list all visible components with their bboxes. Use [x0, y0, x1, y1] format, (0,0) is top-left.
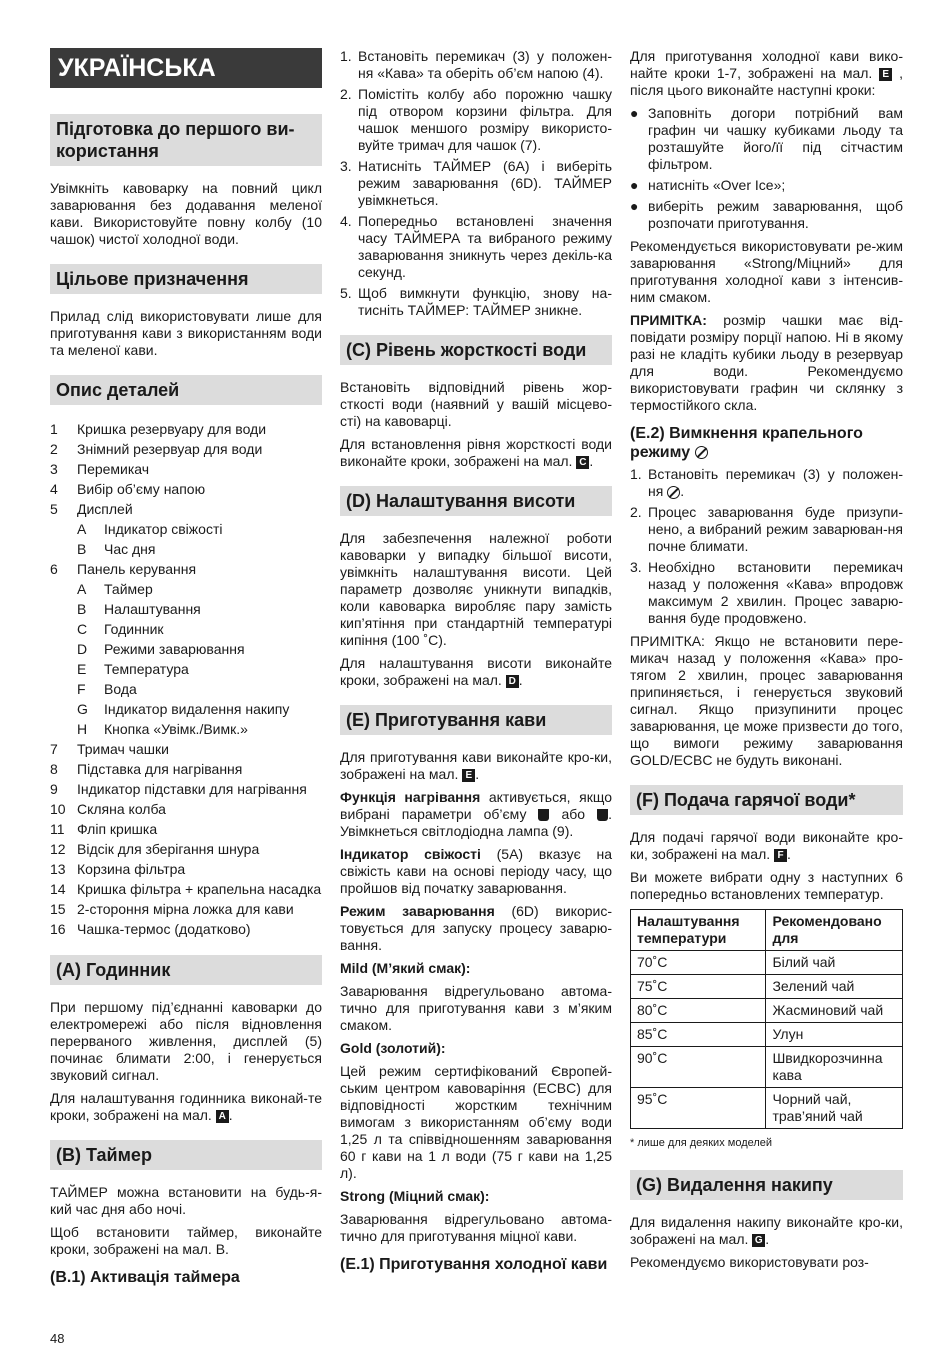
part-number: 11: [50, 821, 65, 837]
list-item: [50, 879, 322, 899]
table-header-recommended: Рекомендовано для: [766, 910, 903, 951]
mild-heading: Mild (М’який смак):: [340, 960, 471, 976]
list-item: [50, 459, 322, 479]
table-cell-temperature: 95˚C: [631, 1088, 766, 1129]
list-item: [50, 859, 322, 879]
list-item: [50, 639, 322, 659]
list-item: [50, 559, 322, 579]
cold-brew-text-2: Рекомендується використовувати ре-жим заварювання «Strong/Міцний» для приготування холодної кави з інтенсив-ним смаком.: [630, 238, 903, 305]
section-title-hot-water: (F) Подача гарячої води*: [630, 785, 903, 815]
mild-text: Заварювання відрегульовано автома-тично для приготування кави з м’яким смаком.: [340, 983, 612, 1033]
list-item: [50, 839, 322, 859]
altitude-text-1: Для забезпечення належної роботи кавоварки у випадку більшої висоти, увімкніть налаштування висоти. Цей параметр дозволяє уникнути випадків, коли кавоварка виробляє пару замість кип’ятіння при стандартній температурі кипіння (100 ˚C).: [340, 530, 612, 648]
list-item: [340, 158, 612, 209]
part-number: 14: [50, 881, 66, 897]
part-label: Режими заварювання: [104, 641, 245, 657]
figure-tag-c: C: [576, 456, 589, 469]
timer-text-2: Щоб встановити таймер, виконайте кроки, зображені на мал. В.: [50, 1224, 322, 1257]
figure-tag-e: E: [462, 769, 475, 782]
list-item: [50, 599, 322, 619]
step-text: Встановіть перемикач (3) у положен-ня .: [648, 466, 903, 499]
section-title-clock: (A) Годинник: [50, 955, 322, 985]
part-label: Налаштування: [104, 601, 201, 617]
language-heading: УКРАЇНСЬКА: [50, 48, 322, 88]
list-item: [50, 479, 322, 499]
figure-tag-g: G: [752, 1234, 765, 1247]
table-row: [631, 1088, 903, 1129]
part-number: 7: [50, 741, 58, 757]
part-number: 2: [50, 441, 58, 457]
table-header-temperature: Налаштування температури: [631, 910, 766, 951]
list-item: [50, 619, 322, 639]
part-label: Температура: [104, 661, 189, 677]
step-number: 1.: [630, 466, 642, 482]
part-label: 2-стороння мірна ложка для кави: [77, 901, 294, 917]
part-label: Годинник: [104, 621, 164, 637]
part-label: Таймер: [104, 581, 153, 597]
part-label: Скляна колба: [77, 801, 166, 817]
part-letter: A: [77, 521, 87, 537]
table-row: [631, 951, 903, 975]
timer-text-1: ТАЙМЕР можна встановити на будь-я-кий час дня або ночі.: [50, 1184, 322, 1217]
hot-water-text-1: Для подачі гарячої води виконайте кро-ки, зображені на мал. F .: [630, 829, 903, 862]
cold-brew-note: ПРИМІТКА: розмір чашки має від-повідати розміру порції напою. Ні в якому разі не кладіть кубики льоду в резервуар для води. Рекомендуємо використовувати графин чи склянку з термостійкого скла.: [630, 312, 903, 413]
freshness-text: Індикатор свіжості (5A) вказує на свіжість кави на основі періоду часу, що пройшов від початку заварювання.: [340, 846, 612, 896]
list-item: [50, 919, 322, 939]
step-text: Процес заварювання буде призупи-нено, а вибраний режим заварюван-ня почне блимати.: [648, 504, 903, 554]
list-item: [50, 899, 322, 919]
hot-water-text-2: Ви можете вибрати одну з наступних 6 попередньо встановлених температур.: [630, 869, 903, 902]
part-label: Чашка-термос (додатково): [77, 921, 251, 937]
table-row: [631, 975, 903, 999]
part-number: 3: [50, 461, 58, 477]
step-text: Натисніть ТАЙМЕР (6A) і виберіть режим заварювання (6D). ТАЙМЕР увімкнеться.: [358, 158, 612, 208]
part-number: 6: [50, 561, 58, 577]
intended-use-text: Прилад слід використовувати лише для приготування кави з використанням води та меленої кави.: [50, 308, 322, 358]
subsection-title-drip-stop: (E.2) Вимкнення крапельного режиму: [630, 425, 863, 461]
list-item: [50, 679, 322, 699]
step-number: 4.: [340, 213, 352, 229]
section-title-timer: (B) Таймер: [50, 1140, 322, 1170]
list-item: [50, 579, 322, 599]
part-label: Кришка фільтра + крапельна насадка: [77, 881, 322, 897]
list-item: [630, 504, 903, 555]
table-cell-recommended: Зелений чай: [766, 975, 903, 999]
part-number: 8: [50, 761, 58, 777]
step-text: Помістіть колбу або порожню чашку під отвором корзини фільтра. Для чашок меншого розміру використо-вуйте тримач для чашок (7).: [358, 86, 612, 153]
part-label: Фліп кришка: [77, 821, 158, 837]
list-item: [630, 105, 903, 173]
strong-text: Заварювання відрегульовано автома-тично для приготування міцної кави.: [340, 1211, 612, 1244]
list-item: [50, 499, 322, 519]
list-item: [50, 419, 322, 439]
part-number: 16: [50, 921, 66, 937]
table-row: [631, 999, 903, 1023]
step-number: 3.: [340, 158, 352, 174]
figure-tag-d: D: [506, 675, 519, 688]
table-cell-recommended: Жасминовий чай: [766, 999, 903, 1023]
part-label: Індикатор свіжості: [104, 521, 223, 537]
list-item: [340, 86, 612, 154]
keep-warm-text: Функція нагрівання активується, якщо вибрані параметри об’єму або . Увімкнеться світлодіодна лампа (9).: [340, 789, 612, 839]
list-item: [630, 559, 903, 627]
part-number: 10: [50, 801, 66, 817]
bullet-icon: ●: [630, 177, 639, 193]
table-cell-recommended: Улун: [766, 1023, 903, 1047]
table-row: [631, 1047, 903, 1088]
part-label: Знімний резервуар для води: [77, 441, 263, 457]
drip-stop-icon: [695, 446, 708, 459]
bullet-text: натисніть «Over Ice»;: [648, 177, 786, 193]
subsection-title-timer-activation: (B.1) Активація таймера: [50, 1269, 240, 1286]
table-cell-recommended: Білий чай: [766, 951, 903, 975]
drip-stop-note: ПРИМІТКА: Якщо не встановити пере-микач назад у положення «Кава» про-тягом 2 хвилин, процес заварювання припиняється, і генерується звуковий сигнал. Якщо призупинити процес заварювання, це може призвести до того, що вимоги режиму заварювання GOLD/ECBC не будуть виконані.: [630, 633, 903, 768]
temperature-table: [630, 909, 903, 1129]
part-label: Корзина фільтра: [77, 861, 186, 877]
list-item: [50, 699, 322, 719]
table-cell-temperature: 85˚C: [631, 1023, 766, 1047]
step-text: Попередньо встановлені значення часу ТАЙМЕРА та вибраного режиму заварювання зникнуть через декіль-ка секунд.: [358, 213, 612, 280]
cold-brew-steps: [630, 105, 903, 232]
clock-text-1: При першому під’єднанні кавоварки до електромережі або після відновлення перерваного живлення, дисплей (5) починає блимати 2:00, і генерується звуковий сигнал.: [50, 999, 322, 1083]
step-text: Встановіть перемикач (3) у положен-ня «Кава» та оберіть об’єм напою (4).: [358, 48, 612, 81]
table-row: [631, 1023, 903, 1047]
figure-tag-f: F: [774, 849, 787, 862]
part-number: 4: [50, 481, 58, 497]
section-title-first-use: Підготовка до першого ви-користання: [50, 114, 322, 166]
part-letter: F: [77, 681, 86, 697]
table-cell-temperature: 80˚C: [631, 999, 766, 1023]
bullet-text: виберіть режим заварювання, щоб розпочати приготування.: [648, 198, 903, 231]
list-item: [50, 439, 322, 459]
figure-tag-a: A: [216, 1110, 229, 1123]
list-item: [50, 739, 322, 759]
part-letter: C: [77, 621, 88, 637]
list-item: [50, 759, 322, 779]
part-number: 1: [50, 421, 58, 437]
subsection-title-cold-brew: (E.1) Приготування холодної кави: [340, 1256, 608, 1273]
figure-tag-e-2: E: [879, 68, 892, 81]
step-number: 1.: [340, 48, 352, 64]
section-title-altitude: (D) Налаштування висоти: [340, 486, 612, 516]
part-letter: G: [77, 701, 88, 717]
table-cell-temperature: 75˚C: [631, 975, 766, 999]
list-item: [50, 519, 322, 539]
part-letter: D: [77, 641, 88, 657]
section-title-intended-use: Цільове призначення: [50, 264, 322, 294]
list-item: [630, 466, 903, 500]
list-item: [50, 779, 322, 799]
table-cell-recommended: Швидкорозчинна кава: [766, 1047, 903, 1088]
page-number: 48: [50, 1331, 65, 1346]
column-3: [630, 48, 903, 1277]
gold-heading: Gold (золотий):: [340, 1040, 446, 1056]
part-label: Вибір об’єму напою: [77, 481, 206, 497]
list-item: [630, 198, 903, 232]
part-label: Індикатор видалення накипу: [104, 701, 290, 717]
section-title-brewing: (E) Приготування кави: [340, 705, 612, 735]
column-1: [50, 48, 322, 1291]
table-cell-temperature: 70˚C: [631, 951, 766, 975]
parts-list: [50, 419, 322, 939]
list-item: [50, 539, 322, 559]
bullet-text: Заповніть догори потрібний вам графин чи чашку кубиками льоду та розташуйте його/її під сітчастим фільтром.: [648, 105, 903, 172]
cold-brew-text-1: Для приготування холодної кави вико-найте кроки 1-7, зображені на мал. E , після цього виконайте наступні кроки:: [630, 48, 903, 98]
step-number: 2.: [340, 86, 352, 102]
pot-icon: [597, 809, 608, 821]
brew-mode-text: Режим заварювання (6D) викорис-товується для запуску процесу заварю-вання.: [340, 903, 612, 953]
part-label: Кнопка «Увімк./Вимк.»: [104, 721, 248, 737]
part-label: Перемикач: [77, 461, 150, 477]
bullet-icon: ●: [630, 198, 639, 214]
list-item: [340, 48, 612, 82]
part-number: 9: [50, 781, 58, 797]
part-letter: B: [77, 541, 87, 557]
part-label: Відсік для зберігання шнура: [77, 841, 260, 857]
strong-heading: Strong (Міцний смак):: [340, 1188, 490, 1204]
table-cell-temperature: 90˚C: [631, 1047, 766, 1088]
step-number: 3.: [630, 559, 642, 575]
section-title-parts: Опис деталей: [50, 375, 322, 405]
part-number: 5: [50, 501, 58, 517]
step-text: Щоб вимкнути функцію, знову на-тисніть ТАЙМЕР: ТАЙМЕР зникне.: [358, 285, 612, 318]
column-2: [340, 48, 612, 1278]
list-item: [50, 819, 322, 839]
part-label: Кришка резервуару для води: [77, 421, 267, 437]
part-label: Дисплей: [77, 501, 133, 517]
step-number: 5.: [340, 285, 352, 301]
part-label: Підставка для нагрівання: [77, 761, 243, 777]
first-use-text: Увімкніть кавоварку на повний цикл заварювання без додавання меленої кави. Використовуйте повну колбу (10 чашок) чистої холодної води.: [50, 180, 322, 247]
descaling-text-1: Для видалення накипу виконайте кро-ки, зображені на мал. G .: [630, 1214, 903, 1247]
list-item: [340, 213, 612, 281]
part-letter: A: [77, 581, 87, 597]
part-number: 12: [50, 841, 66, 857]
timer-steps-list: [340, 48, 612, 319]
list-item: [340, 285, 612, 319]
step-number: 2.: [630, 504, 642, 520]
part-number: 13: [50, 861, 66, 877]
clock-text-2: Для налаштування годинника виконай-те кроки, зображені на мал. A .: [50, 1090, 322, 1123]
altitude-text-2: Для налаштування висоти виконайте кроки, зображені на мал. D .: [340, 655, 612, 688]
part-letter: E: [77, 661, 87, 677]
drip-stop-steps-list: [630, 466, 903, 627]
part-label: Час дня: [104, 541, 156, 557]
bullet-icon: ●: [630, 105, 639, 121]
section-title-descaling: (G) Видалення накипу: [630, 1170, 903, 1200]
part-label: Вода: [104, 681, 137, 697]
drip-stop-icon: [667, 486, 680, 499]
list-item: [50, 659, 322, 679]
list-item: [630, 177, 903, 194]
part-label: Панель керування: [77, 561, 197, 577]
part-number: 15: [50, 901, 66, 917]
gold-text: Цей режим сертифікований Європей-ським центром кавоваріння (ECBC) для відповідності жорстким технічним вимогам з використанням об’єму води 1,25 л та співвідношенням заварювання 60 г кави на 1 л води (75 г кави на 1,25 л).: [340, 1063, 612, 1181]
list-item: [50, 799, 322, 819]
part-letter: H: [77, 721, 88, 737]
descaling-text-2: Рекомендуємо використовувати роз-: [630, 1254, 869, 1270]
part-label: Тримач чашки: [77, 741, 169, 757]
carafe-icon: [538, 809, 549, 821]
water-hardness-text-2: Для встановлення рівня жорсткості води виконайте кроки, зображені на мал. C .: [340, 436, 612, 469]
list-item: [50, 719, 322, 739]
table-cell-recommended: Чорний чай, трав’яний чай: [766, 1088, 903, 1129]
brewing-text-1: Для приготування кави виконайте кро-ки, зображені на мал. E .: [340, 749, 612, 782]
step-text: Необхідно встановити перемикач назад у положення «Кава» впродовж максимум 2 хвилин. Процес заварю-вання буде продовжено.: [648, 559, 903, 626]
part-label: Індикатор підставки для нагрівання: [77, 781, 307, 797]
section-title-water-hardness: (C) Рівень жорсткості води: [340, 335, 612, 365]
footnote: * лише для деяких моделей: [630, 1137, 773, 1149]
part-letter: B: [77, 601, 87, 617]
water-hardness-text-1: Встановіть відповідний рівень жор-сткості води (наявний у вашій місцево-сті) на кавоварці.: [340, 379, 612, 429]
